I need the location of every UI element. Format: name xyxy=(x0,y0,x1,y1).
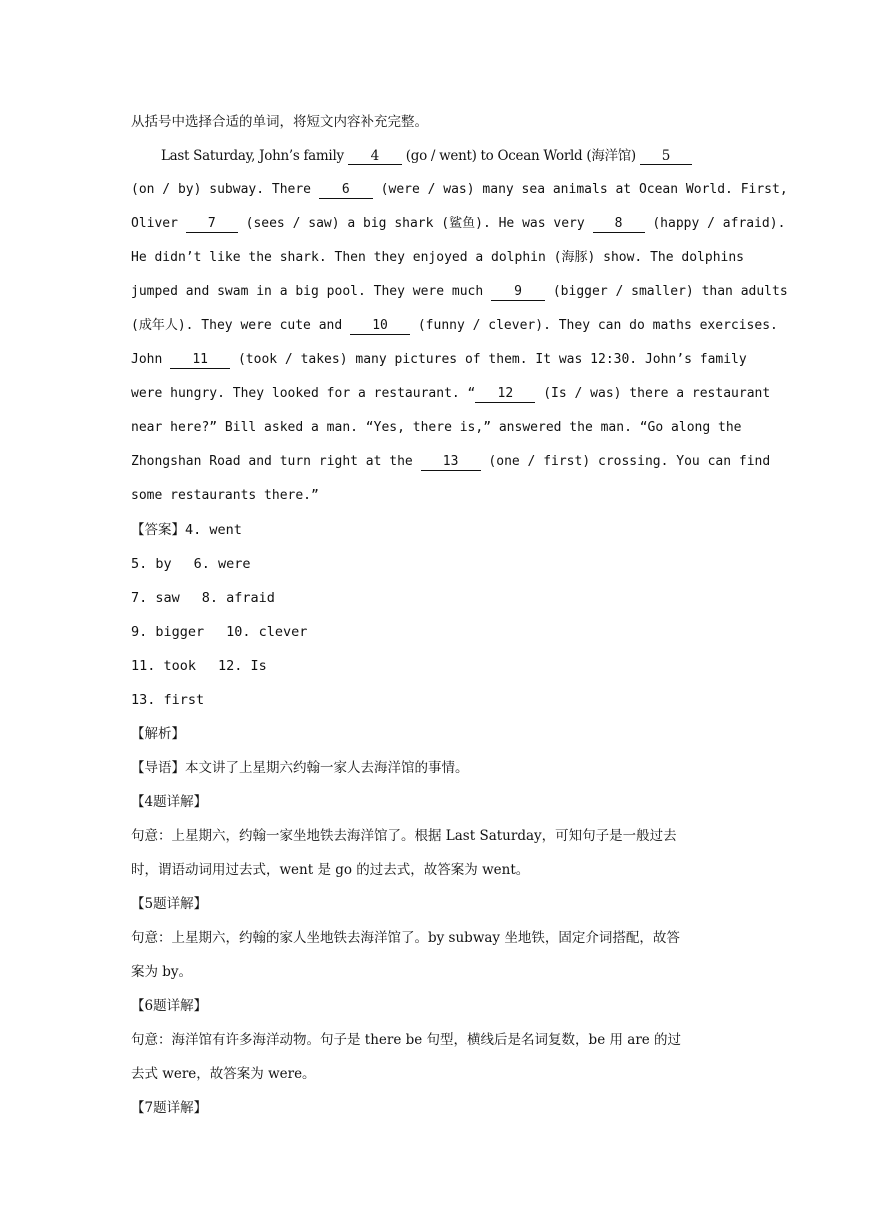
answer-8: 8. afraid xyxy=(201,590,275,606)
answer-row-2 xyxy=(131,547,737,581)
answer-row-6 xyxy=(131,683,737,717)
passage-text: (on / by) subway. There xyxy=(131,182,319,197)
passage-line-8 xyxy=(131,377,771,411)
answer-11: 11. took xyxy=(131,658,197,674)
q6-detail-line-1: 句意：海洋馆有许多海洋动物。句子是 there be 句型，横线后是名词复数，be 用 are 的过 xyxy=(131,1032,682,1048)
passage-text: (took / takes) many pictures of them. It was 12:30. John’s family xyxy=(230,352,747,367)
instruction-text: 从括号中选择合适的单词，将短文内容补充完整。 xyxy=(131,114,428,130)
answer-12: 12. Is xyxy=(218,658,267,674)
answer-5: 5. by xyxy=(131,556,172,572)
q7-label: 【7题详解】 xyxy=(131,1100,208,1116)
passage-text: John xyxy=(131,352,171,367)
passage-line-9: near here?” Bill asked a man. “Yes, there is,” answered the man. “Go along the xyxy=(131,420,742,435)
answer-4: 4. went xyxy=(185,522,242,538)
passage-text: (funny / clever). They can do maths exercises. xyxy=(410,318,778,333)
passage-text: (成年人). They were cute and xyxy=(131,318,351,333)
blank-8: 8 xyxy=(593,216,645,233)
answer-label: 【答案】 xyxy=(131,522,185,538)
passage-text: Last Saturday, John’s family xyxy=(161,148,348,164)
blank-4: 4 xyxy=(348,148,402,165)
blank-10: 10 xyxy=(350,318,410,335)
blank-9: 9 xyxy=(491,284,545,301)
q4-detail-line-2: 时，谓语动词用过去式，went 是 go 的过去式，故答案为 went。 xyxy=(131,862,530,878)
answer-row-4 xyxy=(131,615,737,649)
answer-10: 10. clever xyxy=(226,624,308,640)
passage-text: (happy / afraid). xyxy=(644,216,786,231)
blank-11: 11 xyxy=(170,352,230,369)
passage-text: Oliver xyxy=(131,216,186,231)
passage-text: (bigger / smaller) than adults xyxy=(545,284,788,299)
passage-text: (sees / saw) a big shark (鲨鱼). He was very xyxy=(237,216,593,231)
passage-line-5 xyxy=(131,275,788,309)
q6-label: 【6题详解】 xyxy=(131,998,208,1014)
passage-line-1 xyxy=(131,139,737,173)
passage-text: (Is / was) there a restaurant xyxy=(535,386,771,401)
answer-row-5 xyxy=(131,649,737,683)
q4-label: 【4题详解】 xyxy=(131,794,208,810)
blank-13: 13 xyxy=(421,454,481,471)
blank-7: 7 xyxy=(186,216,238,233)
passage-text: (go / went) to Ocean World (海洋馆) xyxy=(401,148,640,164)
passage-text: were hungry. They looked for a restaurant. “ xyxy=(131,386,476,401)
passage-line-4: He didn’t like the shark. Then they enjoyed a dolphin (海豚) show. The dolphins xyxy=(131,250,744,265)
passage-line-10 xyxy=(131,445,771,479)
q6-detail-line-2: 去式 were，故答案为 were。 xyxy=(131,1066,316,1082)
q5-detail-line-1: 句意：上星期六，约翰的家人坐地铁去海洋馆了。by subway 坐地铁，固定介词搭配，故答 xyxy=(131,930,680,946)
answer-row-1 xyxy=(131,513,737,547)
answer-13: 13. first xyxy=(131,692,205,708)
passage-line-11: some restaurants there.” xyxy=(131,488,319,503)
passage-text: (one / first) crossing. You can find xyxy=(480,454,771,469)
blank-5: 5 xyxy=(640,148,692,165)
blank-12: 12 xyxy=(475,386,535,403)
passage-line-7 xyxy=(131,343,747,377)
passage-text: jumped and swam in a big pool. They were much xyxy=(131,284,492,299)
answer-6: 6. were xyxy=(193,556,251,572)
passage-line-3 xyxy=(131,207,786,241)
answer-7: 7. saw xyxy=(131,590,180,606)
document-page xyxy=(131,105,788,1125)
analysis-label: 【解析】 xyxy=(131,726,185,742)
analysis-intro: 【导语】本文讲了上星期六约翰一家人去海洋馆的事情。 xyxy=(131,760,469,776)
passage-line-6 xyxy=(131,309,778,343)
q4-detail-line-1: 句意：上星期六，约翰一家坐地铁去海洋馆了。根据 Last Saturday，可知句子是一般过去 xyxy=(131,828,677,844)
blank-6: 6 xyxy=(319,182,373,199)
passage-text: (were / was) many sea animals at Ocean World. First, xyxy=(372,182,788,197)
passage-text: Zhongshan Road and turn right at the xyxy=(131,454,421,469)
answer-9: 9. bigger xyxy=(131,624,205,640)
q5-detail-line-2: 案为 by。 xyxy=(131,964,193,980)
passage-line-2 xyxy=(131,173,788,207)
answer-row-3 xyxy=(131,581,737,615)
q5-label: 【5题详解】 xyxy=(131,896,208,912)
